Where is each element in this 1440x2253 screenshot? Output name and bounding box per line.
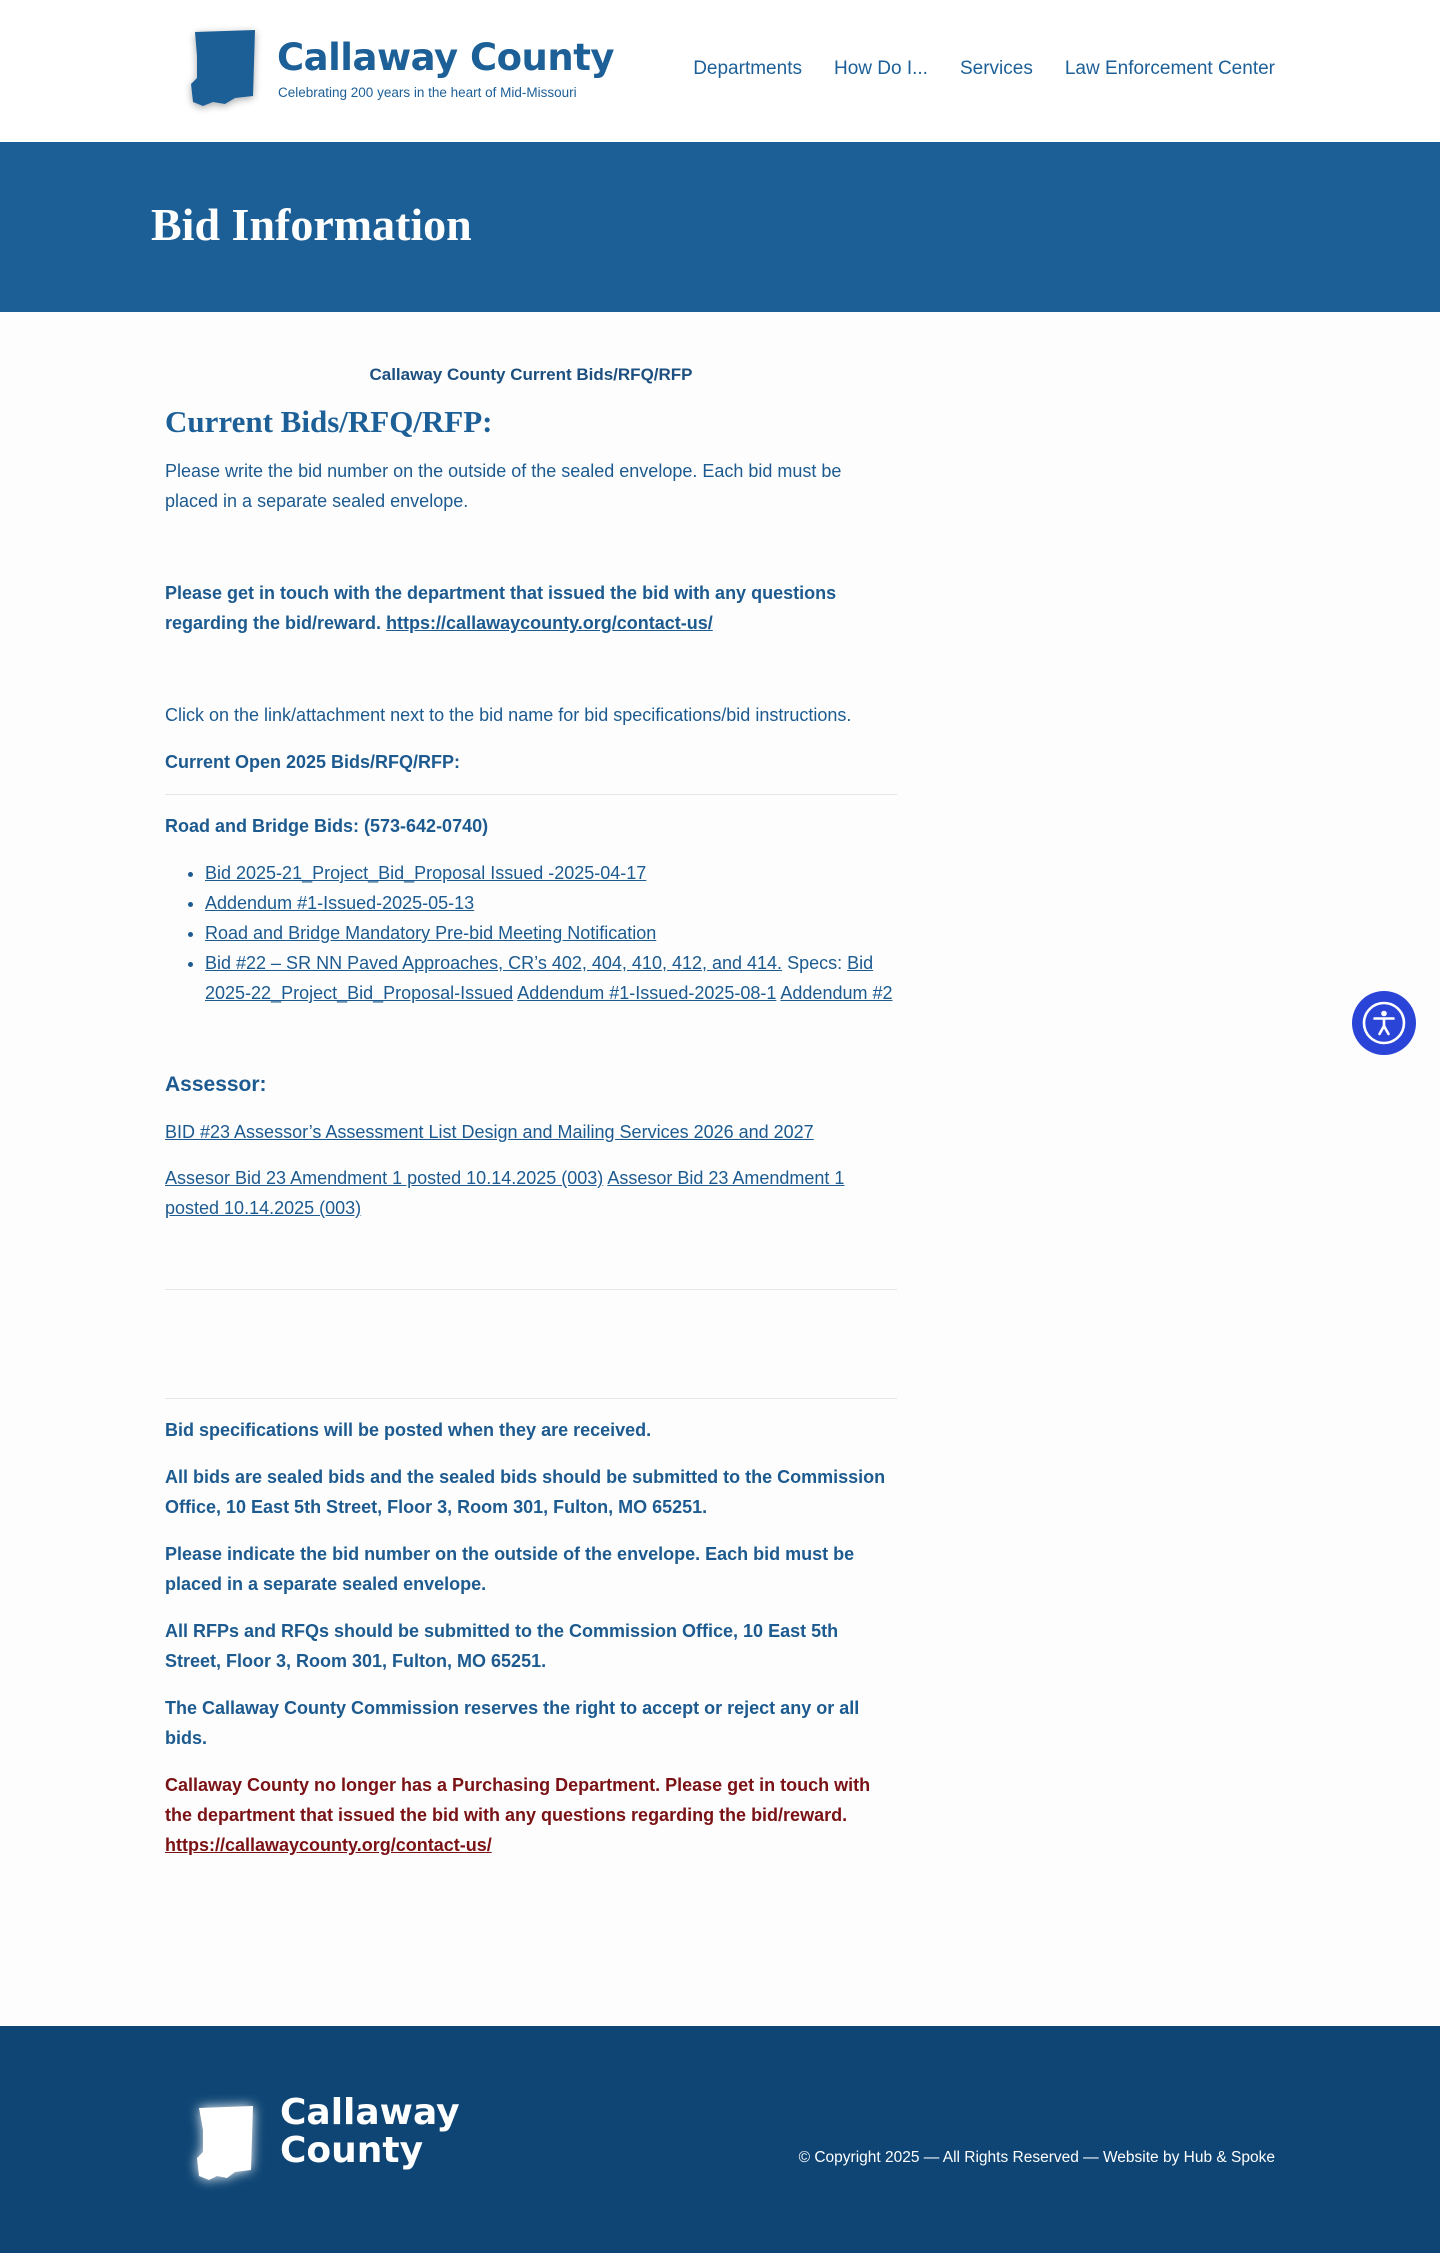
intro-text: Please write the bid number on the outside of the sealed envelope. Each bid must be placed in a separate sealed envelope. xyxy=(165,461,842,511)
content-caption: Callaway County Current Bids/RFQ/RFP xyxy=(369,365,693,384)
site-footer xyxy=(0,2026,1440,2253)
assessor-bid-23-link[interactable]: BID #23 Assessor’s Assessment List Design and Mailing Services 2026 and 2027 xyxy=(165,1122,814,1142)
assessor-amendment-link-a[interactable]: Assesor Bid 23 Amendment 1 posted 10.14.2025 (003) xyxy=(165,1168,604,1188)
note-sealed-bids: All bids are sealed bids and the sealed bids should be submitted to the Commission Office, 10 East 5th Street, Floor 3, Room 301, Fulton, MO 65251. xyxy=(165,1467,886,1517)
bid-22-link[interactable]: Bid #22 – SR NN Paved Approaches, CR’s 402, 404, 410, 412, and 414. xyxy=(205,953,783,973)
purchasing-notice xyxy=(165,1770,897,1860)
list-item xyxy=(205,858,897,888)
contact-link[interactable]: https://callawaycounty.org/contact-us/ xyxy=(386,613,713,633)
county-map-icon xyxy=(173,26,269,118)
footer-logo-text xyxy=(280,2094,460,2170)
assessor-amendment-link-b[interactable]: Assesor Bid 23 Amendment 1 posted 10.14.2025 (003) xyxy=(165,1168,845,1218)
accessibility-icon xyxy=(1360,999,1408,1047)
divider xyxy=(165,794,897,795)
site-header xyxy=(0,0,1440,142)
logo-tagline: Celebrating 200 years in the heart of Mid-Missouri xyxy=(278,85,577,100)
bid-22-spec-link[interactable]: Bid 2025-22_Project_Bid_Proposal-Issued xyxy=(205,953,874,1003)
contact-paragraph xyxy=(165,578,897,638)
contact-text: Please get in touch with the department that issued the bid with any questions regarding the bid/reward. xyxy=(165,583,837,633)
nav-law-enforcement-center[interactable]: Law Enforcement Center xyxy=(1064,58,1275,79)
footer-logo-line-2: County xyxy=(280,2130,424,2171)
bid-22-addendum-1-link[interactable]: Addendum #1-Issued-2025-08-1 xyxy=(517,983,777,1003)
page-banner xyxy=(0,142,1440,312)
note-reserve-right: The Callaway County Commission reserves the right to accept or reject any or all bids. xyxy=(165,1698,860,1748)
logo-title: Callaway County xyxy=(277,36,615,79)
note-envelope: Please indicate the bid number on the outside of the envelope. Each bid must be placed in a separate sealed envelope. xyxy=(165,1544,855,1594)
list-item xyxy=(205,918,897,948)
assessor-amendment-paragraph xyxy=(165,1163,897,1223)
addendum-1-link[interactable]: Addendum #1-Issued-2025-05-13 xyxy=(205,893,475,913)
footer-logo[interactable] xyxy=(165,2086,485,2196)
click-instructions: Click on the link/attachment next to the bid name for bid specifications/bid instructions. xyxy=(165,705,852,725)
list-item xyxy=(205,888,897,918)
purchasing-contact-link[interactable]: https://callawaycounty.org/contact-us/ xyxy=(165,1835,492,1855)
copyright-text: © Copyright 2025 — All Rights Reserved — Website by Hub & Spoke xyxy=(798,2148,1275,2166)
page-title: Bid Information xyxy=(151,199,472,250)
section-heading: Current Bids/RFQ/RFP: xyxy=(165,404,493,439)
note-posted: Bid specifications will be posted when they are received. xyxy=(165,1420,652,1440)
assessor-bid-23-paragraph xyxy=(165,1117,897,1147)
footer-logo-line-1: Callaway xyxy=(280,2092,460,2133)
divider xyxy=(165,1289,897,1290)
bid-22-addendum-2-link[interactable]: Addendum #2 xyxy=(780,983,893,1003)
nav-how-do-i[interactable]: How Do I... xyxy=(833,58,928,79)
divider xyxy=(165,1398,897,1399)
specs-label: Specs: xyxy=(787,953,843,973)
road-bridge-heading: Road and Bridge Bids: (573-642-0740) xyxy=(165,816,489,836)
list-item xyxy=(205,948,897,1008)
site-logo[interactable] xyxy=(165,16,615,116)
accessibility-button[interactable] xyxy=(1352,991,1416,1055)
assessor-heading: Assessor: xyxy=(165,1073,267,1096)
road-bridge-list xyxy=(165,858,897,1008)
nav-services[interactable]: Services xyxy=(959,58,1033,79)
main-nav xyxy=(693,58,1275,80)
county-map-icon xyxy=(183,2094,267,2194)
main-content xyxy=(165,360,897,1860)
purchasing-notice-text: Callaway County no longer has a Purchasing Department. Please get in touch with the department that issued the bid with any questions regarding the bid/reward. xyxy=(165,1775,871,1825)
note-rfp-rfq: All RFPs and RFQs should be submitted to the Commission Office, 10 East 5th Street, Floor 3, Room 301, Fulton, MO 65251. xyxy=(165,1621,839,1671)
nav-departments[interactable]: Departments xyxy=(693,58,802,79)
open-bids-label: Current Open 2025 Bids/RFQ/RFP: xyxy=(165,752,461,772)
bid-21-link[interactable]: Bid 2025-21_Project_Bid_Proposal Issued -2025-04-17 xyxy=(205,863,647,883)
prebid-meeting-link[interactable]: Road and Bridge Mandatory Pre-bid Meeting Notification xyxy=(205,923,657,943)
